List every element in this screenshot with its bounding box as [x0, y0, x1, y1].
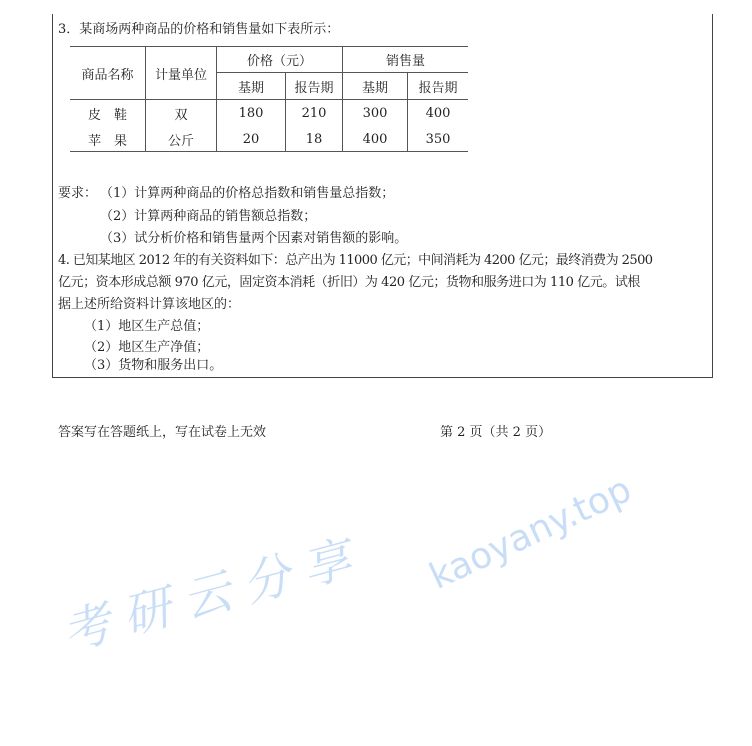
- header-qty-report: 报告期: [408, 73, 469, 100]
- footer-note: 答案写在答题纸上，写在试卷上无效: [58, 425, 267, 440]
- price-sales-table: [70, 46, 468, 152]
- cell-unit: 公斤: [146, 128, 217, 152]
- cell-name: 苹 果: [70, 128, 146, 152]
- q4-line-2: 亿元；资本形成总额 970 亿元，固定资本消耗（折旧）为 420 亿元；货物和服务进口为 110 亿元。试根: [58, 275, 640, 290]
- table-row: [70, 100, 468, 128]
- requirement-2: （2）计算两种商品的销售额总指数；: [100, 209, 317, 224]
- header-qty: 销售量: [343, 47, 469, 73]
- cell-p0: 20: [217, 128, 286, 152]
- q4-line-3: 据上述所给资料计算该地区的：: [58, 297, 241, 312]
- q4-requirement-2: （2）地区生产净值；: [84, 340, 210, 355]
- cell-unit: 双: [146, 100, 217, 128]
- q4-line-1: 4. 已知某地区 2012 年的有关资料如下：总产出为 11000 亿元；中间消耗为 4200 亿元；最终消费为 2500: [58, 253, 653, 268]
- cell-p1: 210: [286, 100, 343, 128]
- header-price-report: 报告期: [286, 73, 343, 100]
- cell-q1: 400: [425, 106, 451, 122]
- header-price: 价格（元）: [217, 47, 343, 73]
- q4-requirement-1: （1）地区生产总值；: [84, 319, 210, 334]
- q4-requirement-3: （3）货物和服务出口。: [84, 358, 223, 373]
- header-name: 商品名称: [70, 47, 146, 100]
- watermark-text: 考研云分享: [56, 527, 371, 662]
- q3-title: 3．某商场两种商品的价格和销售量如下表所示：: [58, 22, 340, 37]
- cell-q0: 400: [343, 128, 408, 152]
- header-price-base: 基期: [217, 73, 286, 100]
- cell-q1: 350: [408, 128, 469, 152]
- requirement-label: 要求：: [58, 186, 98, 201]
- requirement-3: （3）试分析价格和销售量两个因素对销售额的影响。: [100, 231, 408, 246]
- cell-name: 皮 鞋: [70, 100, 146, 128]
- watermark-url: kaoyany.top: [423, 468, 638, 598]
- header-qty-base: 基期: [343, 73, 408, 100]
- header-unit: 计量单位: [146, 47, 217, 100]
- cell-q0: 300: [343, 100, 408, 128]
- cell-p0: 180: [217, 100, 286, 128]
- requirement-1: （1）计算两种商品的价格总指数和销售量总指数；: [100, 186, 395, 201]
- cell-p1: 18: [286, 128, 343, 152]
- table-row: [70, 128, 468, 152]
- page-number: 第 2 页（共 2 页）: [440, 425, 552, 440]
